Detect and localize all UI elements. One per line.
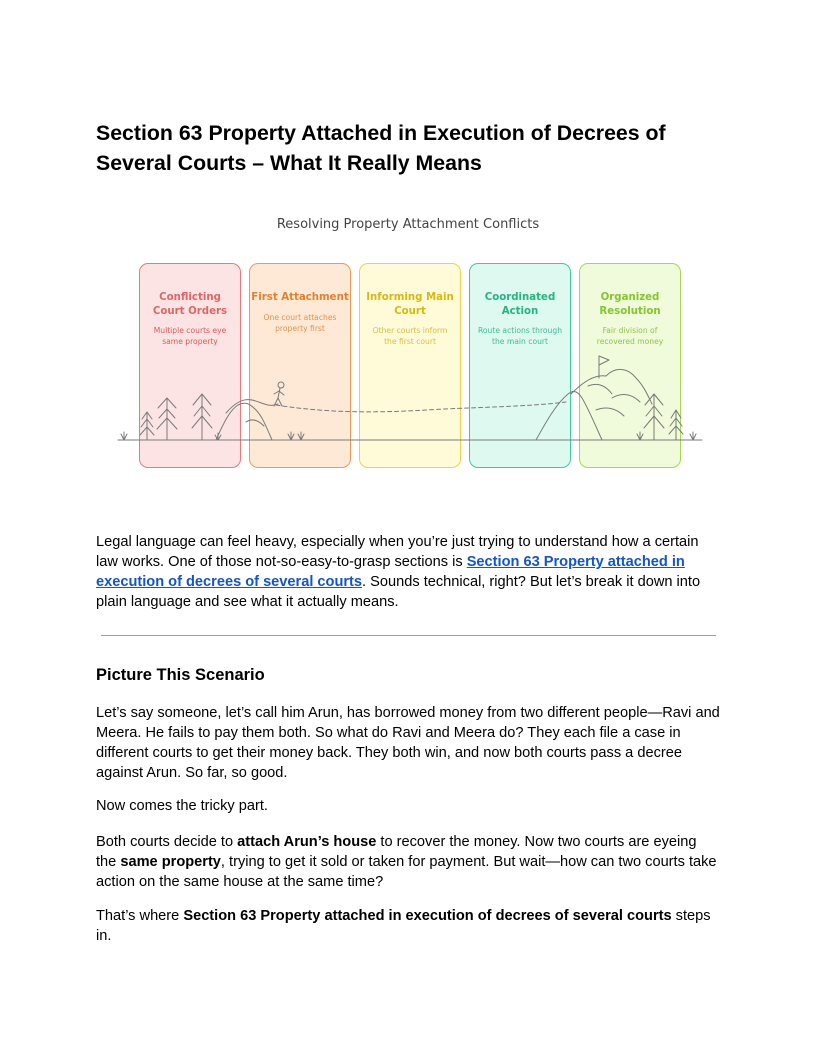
card-description: Other courts inform the first court: [372, 326, 448, 346]
infographic: [96, 208, 720, 480]
dashed-path: [276, 402, 566, 412]
tree-icon: [140, 412, 154, 440]
card-title: Organized Resolution: [599, 292, 661, 317]
mountain-icon: [571, 369, 652, 404]
card-title: Informing Main Court: [366, 292, 454, 317]
card-description: Fair division of recovered money: [596, 326, 664, 346]
section-63-link[interactable]: Section 63 Property attached in execution of decrees of several courts: [96, 554, 685, 590]
paragraph-scenario: Let’s say someone, let’s call him Arun, has borrowed money from two different people—Ravi and Meera. He fails to pay them both. So what do Ravi and Meera do? They each file a case in different courts to get their money back. They both win, and now both courts pass a decree against Arun. So far, so good.: [96, 705, 720, 781]
card-title: Conflicting Court Orders: [152, 292, 228, 317]
tree-icon: [669, 410, 683, 440]
grass-icon: [298, 432, 304, 440]
grass-icon: [121, 432, 127, 440]
grass-icon: [288, 432, 294, 440]
tree-icon: [192, 394, 212, 440]
card-description: Route actions through the main court: [477, 326, 563, 346]
hill-icon: [216, 403, 272, 440]
card-title: Coordinated Action: [484, 292, 556, 317]
intro-paragraph: Legal language can feel heavy, especially when you’re just trying to understand how a certain law works. One of those not-so-easy-to-grasp sections is Section 63 Property attached in execution of decrees of several courts. Sounds technical, right? But let’s break it down into plain language and see what it actually means.: [96, 534, 701, 610]
paragraph-section-63: That’s where Section 63 Property attached in execution of decrees of several courts steps in.: [96, 908, 711, 944]
paragraph-tricky-part: Now comes the tricky part.: [96, 798, 268, 814]
infographic-title: Resolving Property Attachment Conflicts: [276, 217, 540, 232]
section-heading: Picture This Scenario: [96, 666, 265, 684]
mountain-icon: [536, 391, 602, 440]
card-title: First Attachment: [251, 292, 349, 303]
grass-icon: [690, 432, 696, 440]
tree-icon: [157, 398, 177, 440]
tree-icon: [644, 394, 664, 440]
divider: [101, 635, 716, 636]
card-description: Multiple courts eye same property: [153, 326, 227, 346]
page-title: Section 63 Property Attached in Execution of Decrees of Several Courts – What It Really Means: [96, 121, 666, 175]
grass-icon: [637, 432, 643, 440]
hiker-icon: [274, 382, 284, 406]
paragraph-both-courts: Both courts decide to attach Arun’s house to recover the money. Now two courts are eyeing the same property, trying to get it sold or taken for payment. But wait—how can two courts take action on the same house at the same time?: [96, 834, 717, 890]
card-description: One court attaches property first: [263, 313, 337, 333]
landscape-illustration: [96, 208, 720, 480]
